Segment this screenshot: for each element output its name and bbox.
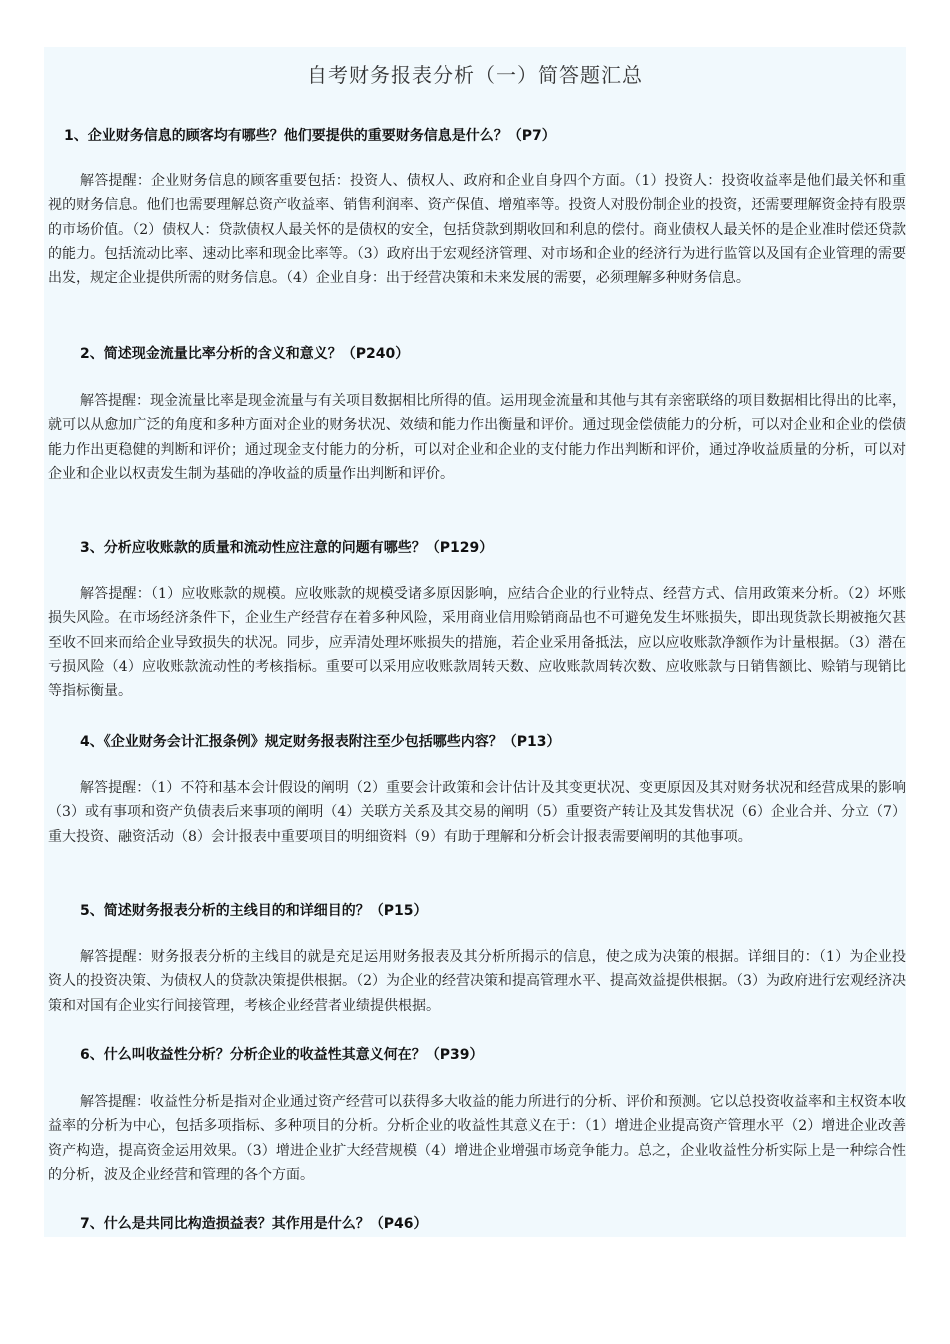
answer-4: 解答提醒：（1）不符和基本会计假设的阐明（2）重要会计政策和会计估计及其变更状况、变更原因及其对财务状况和经营成果的影响（3）或有事项和资产负债表后来事项的阐明（4）关联方关系及其交易的阐明（5）重要资产转让及其发售状况（6）企业合并、分立（7）重大投资、融资活动（8）会计报表中重要项目的明细资料（9）有助于理解和分析会计报表需要阐明的其他事项。 — [48, 780, 906, 845]
question-5: 5、简述财务报表分析的主线目的和详细目的？（P15） — [80, 903, 428, 919]
document-title: 自考财务报表分析（一）简答题汇总 — [307, 63, 643, 87]
question-6: 6、什么叫收益性分析？分析企业的收益性其意义何在？（P39） — [80, 1047, 484, 1063]
question-7: 7、什么是共同比构造损益表？其作用是什么？（P46） — [80, 1216, 428, 1232]
question-4: 4、《企业财务会计汇报条例》规定财务报表附注至少包括哪些内容？（P13） — [80, 734, 561, 750]
answer-6: 解答提醒：收益性分析是指对企业通过资产经营可以获得多大收益的能力所进行的分析、评价和预测。它以总投资收益率和主权资本收益率的分析为中心，包括多项指标、多种项目的分析。分析企业的收益性其意义在于：（1）增进企业提高资产管理水平（2）增进企业改善资产构造，提高资金运用效果。（3）增进企业扩大经营规模（4）增进企业增强市场竞争能力。总之，企业收益性分析实际上是一种综合性的分析，波及企业经营和管理的各个方面。 — [48, 1094, 906, 1183]
answer-2: 解答提醒：现金流量比率是现金流量与有关项目数据相比所得的值。运用现金流量和其他与其有亲密联络的项目数据相比得出的比率，就可以从愈加广泛的角度和多种方面对企业的财务状况、效绩和能力作出衡量和评价。通过现金偿债能力的分析，可以对企业和企业的偿债能力作出更稳健的判断和评价；通过现金支付能力的分析，可以对企业和企业的支付能力作出判断和评价，通过净收益质量的分析，可以对企业和企业以权责发生制为基础的净收益的质量作出判断和评价。 — [48, 393, 906, 482]
question-2: 2、简述现金流量比率分析的含义和意义？（P240） — [80, 346, 410, 362]
answer-1: 解答提醒：企业财务信息的顾客重要包括：投资人、债权人、政府和企业自身四个方面。（1）投资人：投资收益率是他们最关怀和重视的财务信息。他们也需要理解总资产收益率、销售利润率、资产保值、增殖率等。投资人对股份制企业的投资，还需要理解资金持有股票的市场价值。（2）债权人：贷款债权人最关怀的是债权的安全，包括贷款到期收回和利息的偿付。商业债权人最关怀的是企业准时偿还贷款的能力。包括流动比率、速动比率和现金比率等。（3）政府出于宏观经济管理、对市场和企业的经济行为进行监管以及国有企业管理的需要出发，规定企业提供所需的财务信息。（4）企业自身：出于经营决策和未来发展的需要，必须理解多种财务信息。 — [48, 173, 906, 287]
answer-5: 解答提醒：财务报表分析的主线目的就是充足运用财务报表及其分析所揭示的信息，使之成为决策的根据。详细目的：（1）为企业投资人的投资决策、为债权人的贷款决策提供根据。（2）为企业的经营决策和提高管理水平、提高效益提供根据。（3）为政府进行宏观经济决策和对国有企业实行间接管理，考核企业经营者业绩提供根据。 — [48, 949, 906, 1014]
question-1: 1、企业财务信息的顾客均有哪些？他们要提供的重要财务信息是什么？（P7） — [64, 128, 556, 144]
answer-3: 解答提醒：（1）应收账款的规模。应收账款的规模受诸多原因影响，应结合企业的行业特点、经营方式、信用政策来分析。（2）坏账损失风险。在市场经济条件下，企业生产经营存在着多种风险，采用商业信用赊销商品也不可避免发生坏账损失，即出现货款长期被拖欠甚至收不回来而给企业导致损失的状况。同步，应弄清处理坏账损失的措施，若企业采用备抵法，应以应收账款净额作为计量根据。（3）潜在亏损风险（4）应收账款流动性的考核指标。重要可以采用应收账款周转天数、应收账款周转次数、应收账款与日销售额比、赊销与现销比等指标衡量。 — [48, 586, 906, 700]
question-3: 3、分析应收账款的质量和流动性应注意的问题有哪些？（P129） — [80, 540, 494, 556]
document-page — [44, 47, 906, 1237]
